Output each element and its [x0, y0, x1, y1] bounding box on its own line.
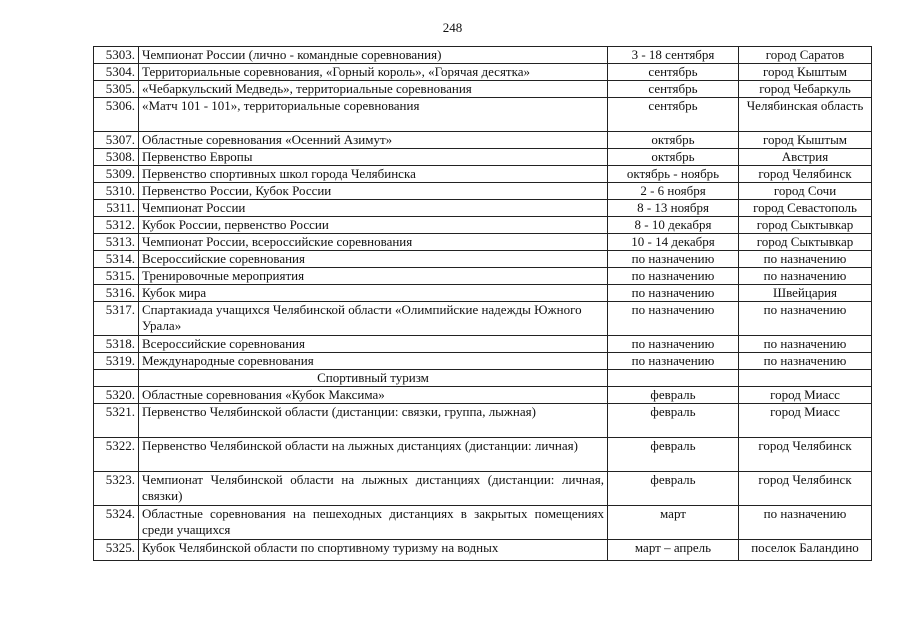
row-number: 5307.: [94, 132, 139, 149]
event-name: Территориальные соревнования, «Горный король», «Горячая десятка»: [139, 64, 608, 81]
table-row: [94, 47, 872, 64]
row-number: 5325.: [94, 540, 139, 561]
row-number: 5318.: [94, 336, 139, 353]
table-row: [94, 183, 872, 200]
event-name: Спартакиада учащихся Челябинской области «Олимпийские надежды Южного Урала»: [139, 302, 608, 336]
table-row: [94, 234, 872, 251]
event-date: октябрь: [608, 132, 739, 149]
table-row: [94, 404, 872, 438]
table-row: [94, 132, 872, 149]
event-place: город Миасс: [739, 404, 872, 438]
event-name: Первенство Европы: [139, 149, 608, 166]
table-row: [94, 268, 872, 285]
table-row: [94, 387, 872, 404]
event-place: по назначению: [739, 302, 872, 336]
event-name: Областные соревнования «Кубок Максима»: [139, 387, 608, 404]
table-row: [94, 64, 872, 81]
event-date: сентябрь: [608, 98, 739, 132]
event-date: март: [608, 506, 739, 540]
event-date: 8 - 10 декабря: [608, 217, 739, 234]
event-place: город Челябинск: [739, 438, 872, 472]
event-place: город Сыктывкар: [739, 217, 872, 234]
row-number: 5319.: [94, 353, 139, 370]
table-row: [94, 285, 872, 302]
row-number: 5311.: [94, 200, 139, 217]
event-place: поселок Баландино: [739, 540, 872, 561]
event-place: город Кыштым: [739, 64, 872, 81]
row-number: 5320.: [94, 387, 139, 404]
event-date: по назначению: [608, 336, 739, 353]
event-place: Челябинская область: [739, 98, 872, 132]
event-date: 2 - 6 ноября: [608, 183, 739, 200]
section-date-cell: [608, 370, 739, 387]
event-name: Кубок России, первенство России: [139, 217, 608, 234]
event-date: по назначению: [608, 353, 739, 370]
page-number: 248: [442, 20, 463, 35]
event-place: Швейцария: [739, 285, 872, 302]
row-number: 5323.: [94, 472, 139, 506]
event-name: Чемпионат Челябинской области на лыжных дистанциях (дистанции: личная, связки): [139, 472, 608, 506]
table-row: [94, 302, 872, 336]
table-row: [94, 506, 872, 540]
table-row: [94, 251, 872, 268]
table-row: [94, 217, 872, 234]
event-place: город Сыктывкар: [739, 234, 872, 251]
event-date: по назначению: [608, 251, 739, 268]
row-number: 5322.: [94, 438, 139, 472]
section-row: [94, 370, 872, 387]
row-number: 5309.: [94, 166, 139, 183]
event-date: февраль: [608, 472, 739, 506]
section-title: Спортивный туризм: [139, 370, 608, 387]
event-date: октябрь: [608, 149, 739, 166]
event-date: февраль: [608, 438, 739, 472]
event-name: Областные соревнования на пешеходных дистанциях в закрытых помещениях среди учащихся: [139, 506, 608, 540]
event-place: город Кыштым: [739, 132, 872, 149]
section-number-cell: [94, 370, 139, 387]
event-place: город Миасс: [739, 387, 872, 404]
table-row: [94, 166, 872, 183]
table-row: [94, 353, 872, 370]
event-place: по назначению: [739, 506, 872, 540]
row-number: 5321.: [94, 404, 139, 438]
event-name: Первенство спортивных школ города Челябинска: [139, 166, 608, 183]
event-date: февраль: [608, 387, 739, 404]
event-name: Всероссийские соревнования: [139, 336, 608, 353]
event-place: город Севастополь: [739, 200, 872, 217]
row-number: 5305.: [94, 81, 139, 98]
event-place: по назначению: [739, 353, 872, 370]
table-row: [94, 472, 872, 506]
event-place: город Саратов: [739, 47, 872, 64]
event-name: Кубок Челябинской области по спортивному туризму на водных: [139, 540, 608, 561]
row-number: 5316.: [94, 285, 139, 302]
event-name: Международные соревнования: [139, 353, 608, 370]
row-number: 5317.: [94, 302, 139, 336]
table-row: [94, 438, 872, 472]
event-date: сентябрь: [608, 64, 739, 81]
table-row: [94, 149, 872, 166]
event-name: Чемпионат России: [139, 200, 608, 217]
event-date: 8 - 13 ноября: [608, 200, 739, 217]
row-number: 5310.: [94, 183, 139, 200]
event-place: город Чебаркуль: [739, 81, 872, 98]
row-number: 5304.: [94, 64, 139, 81]
event-name: Первенство Челябинской области на лыжных дистанциях (дистанции: личная): [139, 438, 608, 472]
event-date: по назначению: [608, 302, 739, 336]
event-name: Всероссийские соревнования: [139, 251, 608, 268]
table-row: [94, 98, 872, 132]
event-place: город Челябинск: [739, 166, 872, 183]
table-row: [94, 200, 872, 217]
event-name: Первенство Челябинской области (дистанции: связки, группа, лыжная): [139, 404, 608, 438]
event-place: Австрия: [739, 149, 872, 166]
section-place-cell: [739, 370, 872, 387]
event-name: Кубок мира: [139, 285, 608, 302]
event-place: город Сочи: [739, 183, 872, 200]
event-date: февраль: [608, 404, 739, 438]
event-name: «Матч 101 - 101», территориальные соревнования: [139, 98, 608, 132]
table-row: [94, 81, 872, 98]
event-date: 3 - 18 сентября: [608, 47, 739, 64]
event-name: Первенство России, Кубок России: [139, 183, 608, 200]
event-date: 10 - 14 декабря: [608, 234, 739, 251]
event-date: по назначению: [608, 285, 739, 302]
event-date: сентябрь: [608, 81, 739, 98]
row-number: 5315.: [94, 268, 139, 285]
table-row: [94, 336, 872, 353]
row-number: 5312.: [94, 217, 139, 234]
event-place: по назначению: [739, 336, 872, 353]
event-name: Областные соревнования «Осенний Азимут»: [139, 132, 608, 149]
table-row: [94, 540, 872, 561]
event-date: по назначению: [608, 268, 739, 285]
row-number: 5313.: [94, 234, 139, 251]
event-place: город Челябинск: [739, 472, 872, 506]
event-name: «Чебаркульский Медведь», территориальные соревнования: [139, 81, 608, 98]
event-date: март – апрель: [608, 540, 739, 561]
event-name: Чемпионат России, всероссийские соревнования: [139, 234, 608, 251]
event-name: Чемпионат России (лично - командные соревнования): [139, 47, 608, 64]
row-number: 5306.: [94, 98, 139, 132]
event-name: Тренировочные мероприятия: [139, 268, 608, 285]
row-number: 5314.: [94, 251, 139, 268]
event-date: октябрь - ноябрь: [608, 166, 739, 183]
event-place: по назначению: [739, 251, 872, 268]
row-number: 5303.: [94, 47, 139, 64]
events-table: [93, 46, 872, 561]
event-place: по назначению: [739, 268, 872, 285]
row-number: 5308.: [94, 149, 139, 166]
row-number: 5324.: [94, 506, 139, 540]
